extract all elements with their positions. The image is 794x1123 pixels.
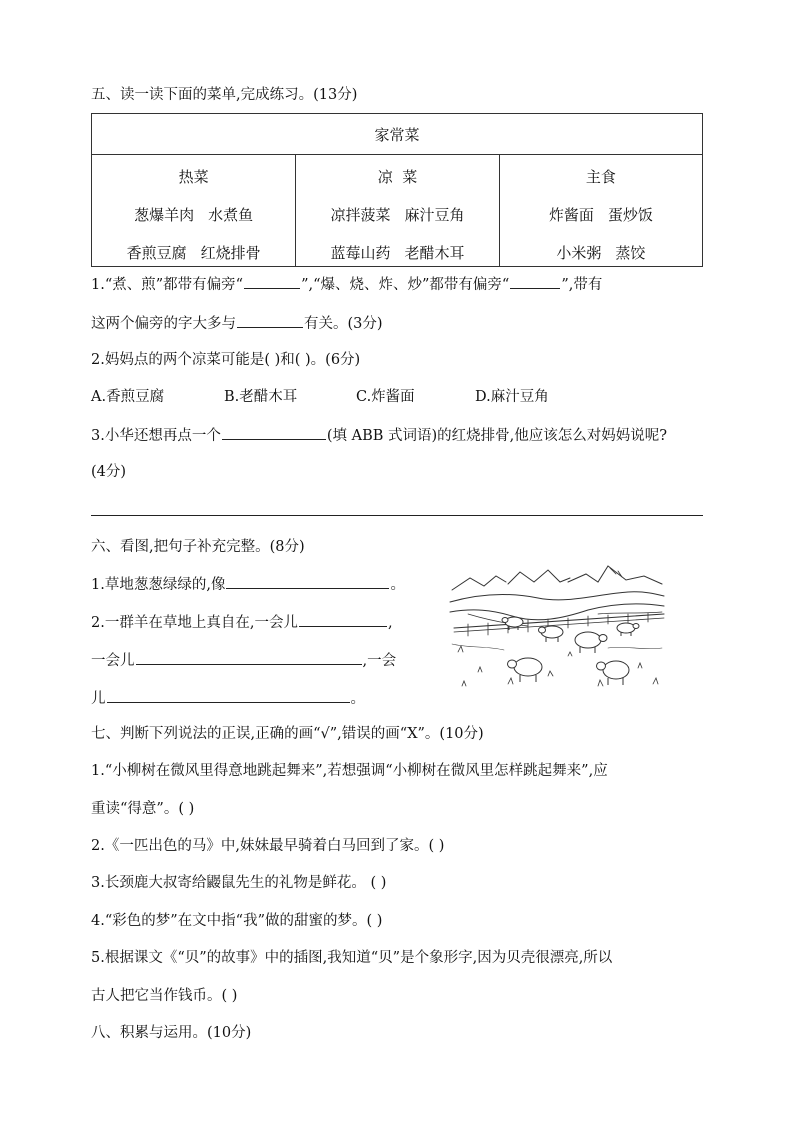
sheep-figure bbox=[617, 623, 639, 636]
menu-dish: 红烧排骨 bbox=[200, 244, 261, 262]
answer-blank[interactable] bbox=[510, 274, 560, 289]
answer-blank[interactable] bbox=[299, 612, 387, 627]
section-6-heading: 六、看图,把句子补充完整。(8分) bbox=[91, 539, 305, 555]
menu-dish: 小米粥 bbox=[556, 244, 602, 262]
sheep-figure bbox=[597, 661, 630, 685]
s6-question-1: 1.草地葱葱绿绿的,像 。 bbox=[91, 574, 405, 595]
s7-question-5: 5.根据课文《“贝”的故事》中的插图,我知道“贝”是个象形字,因为贝壳很漂亮,所以 bbox=[91, 950, 613, 966]
s7-question-1: 1.“小柳树在微风里得意地跳起舞来”,若想强调“小柳树在微风里怎样跳起舞来”,应 bbox=[91, 763, 608, 779]
s7-question-2: 2.《一匹出色的马》中,妹妹最早骑着白马回到了家。( ) bbox=[91, 838, 445, 854]
menu-dish: 香煎豆腐 bbox=[126, 244, 187, 262]
menu-dish: 老醋木耳 bbox=[404, 244, 465, 262]
menu-column-name: 热菜 bbox=[178, 168, 209, 186]
menu-dish: 蒸饺 bbox=[615, 244, 646, 262]
sheep-figure bbox=[539, 626, 564, 642]
s5-question-1: 1.“煮、煎”都带有偏旁“ ”,“爆、烧、炸、炒”都带有偏旁“ ”,带有 bbox=[91, 274, 602, 295]
menu-column-name: 凉 菜 bbox=[377, 168, 418, 186]
menu-column-hot bbox=[92, 155, 296, 267]
mountain-line bbox=[568, 566, 662, 584]
s6-question-2: 2.一群羊在草地上真自在,一会儿 , bbox=[91, 612, 393, 633]
s6-question-2-cont2: 儿 。 bbox=[91, 688, 365, 709]
answer-blank[interactable] bbox=[237, 313, 303, 328]
menu-dish: 蛋炒饭 bbox=[607, 206, 653, 224]
menu-dish: 水煮鱼 bbox=[208, 206, 254, 224]
mountain-line bbox=[508, 570, 570, 584]
answer-blank[interactable] bbox=[222, 425, 326, 440]
section-5-heading: 五、读一读下面的菜单,完成练习。(13分) bbox=[91, 87, 358, 103]
option-c: C.炸酱面 bbox=[356, 389, 415, 405]
option-d: D.麻汁豆角 bbox=[475, 389, 549, 405]
menu-dish: 葱爆羊肉 bbox=[134, 206, 195, 224]
option-b: B.老醋木耳 bbox=[224, 389, 298, 405]
mountain-line bbox=[452, 576, 506, 590]
answer-blank[interactable] bbox=[136, 650, 362, 665]
option-a: A.香煎豆腐 bbox=[91, 389, 165, 405]
s5-question-1-cont: 这两个偏旁的字大多与 有关。(3分) bbox=[91, 313, 383, 334]
answer-blank[interactable] bbox=[226, 574, 389, 589]
section-7-heading: 七、判断下列说法的正误,正确的画“√”,错误的画“X”。(10分) bbox=[91, 726, 484, 742]
s6-question-2-cont: 一会儿 ,一会 bbox=[91, 650, 396, 671]
sheep-figure bbox=[508, 658, 543, 682]
s7-question-3: 3.长颈鹿大叔寄给鼹鼠先生的礼物是鲜花。 ( ) bbox=[91, 875, 387, 891]
s5-question-3-cont: (4分) bbox=[91, 464, 127, 480]
s5-question-2: 2.妈妈点的两个凉菜可能是( )和( )。(6分) bbox=[91, 352, 361, 368]
s7-question-4: 4.“彩色的梦”在文中指“我”做的甜蜜的梦。( ) bbox=[91, 913, 383, 929]
menu-table bbox=[91, 113, 703, 267]
s7-question-5-cont: 古人把它当作钱币。( ) bbox=[91, 988, 238, 1004]
answer-line[interactable] bbox=[91, 515, 703, 516]
menu-dish: 麻汁豆角 bbox=[404, 206, 465, 224]
menu-column-cold bbox=[296, 155, 499, 267]
menu-column-name: 主食 bbox=[585, 168, 616, 186]
section-8-heading: 八、积累与运用。(10分) bbox=[91, 1025, 252, 1041]
menu-title: 家常菜 bbox=[92, 114, 703, 155]
menu-dish: 凉拌菠菜 bbox=[330, 206, 391, 224]
menu-column-staple bbox=[499, 155, 702, 267]
sheep-figure bbox=[575, 632, 607, 653]
s5-question-3: 3.小华还想再点一个 (填 ABB 式词语)的红烧排骨,他应该怎么对妈妈说呢? bbox=[91, 425, 667, 446]
menu-dish: 炸酱面 bbox=[548, 206, 594, 224]
s5-question-2-options bbox=[91, 387, 549, 407]
s7-question-1-cont: 重读“得意”。( ) bbox=[91, 801, 195, 817]
sheep-meadow-illustration bbox=[448, 552, 666, 694]
answer-blank[interactable] bbox=[244, 274, 300, 289]
menu-dish: 蓝莓山药 bbox=[330, 244, 391, 262]
answer-blank[interactable] bbox=[107, 688, 350, 703]
